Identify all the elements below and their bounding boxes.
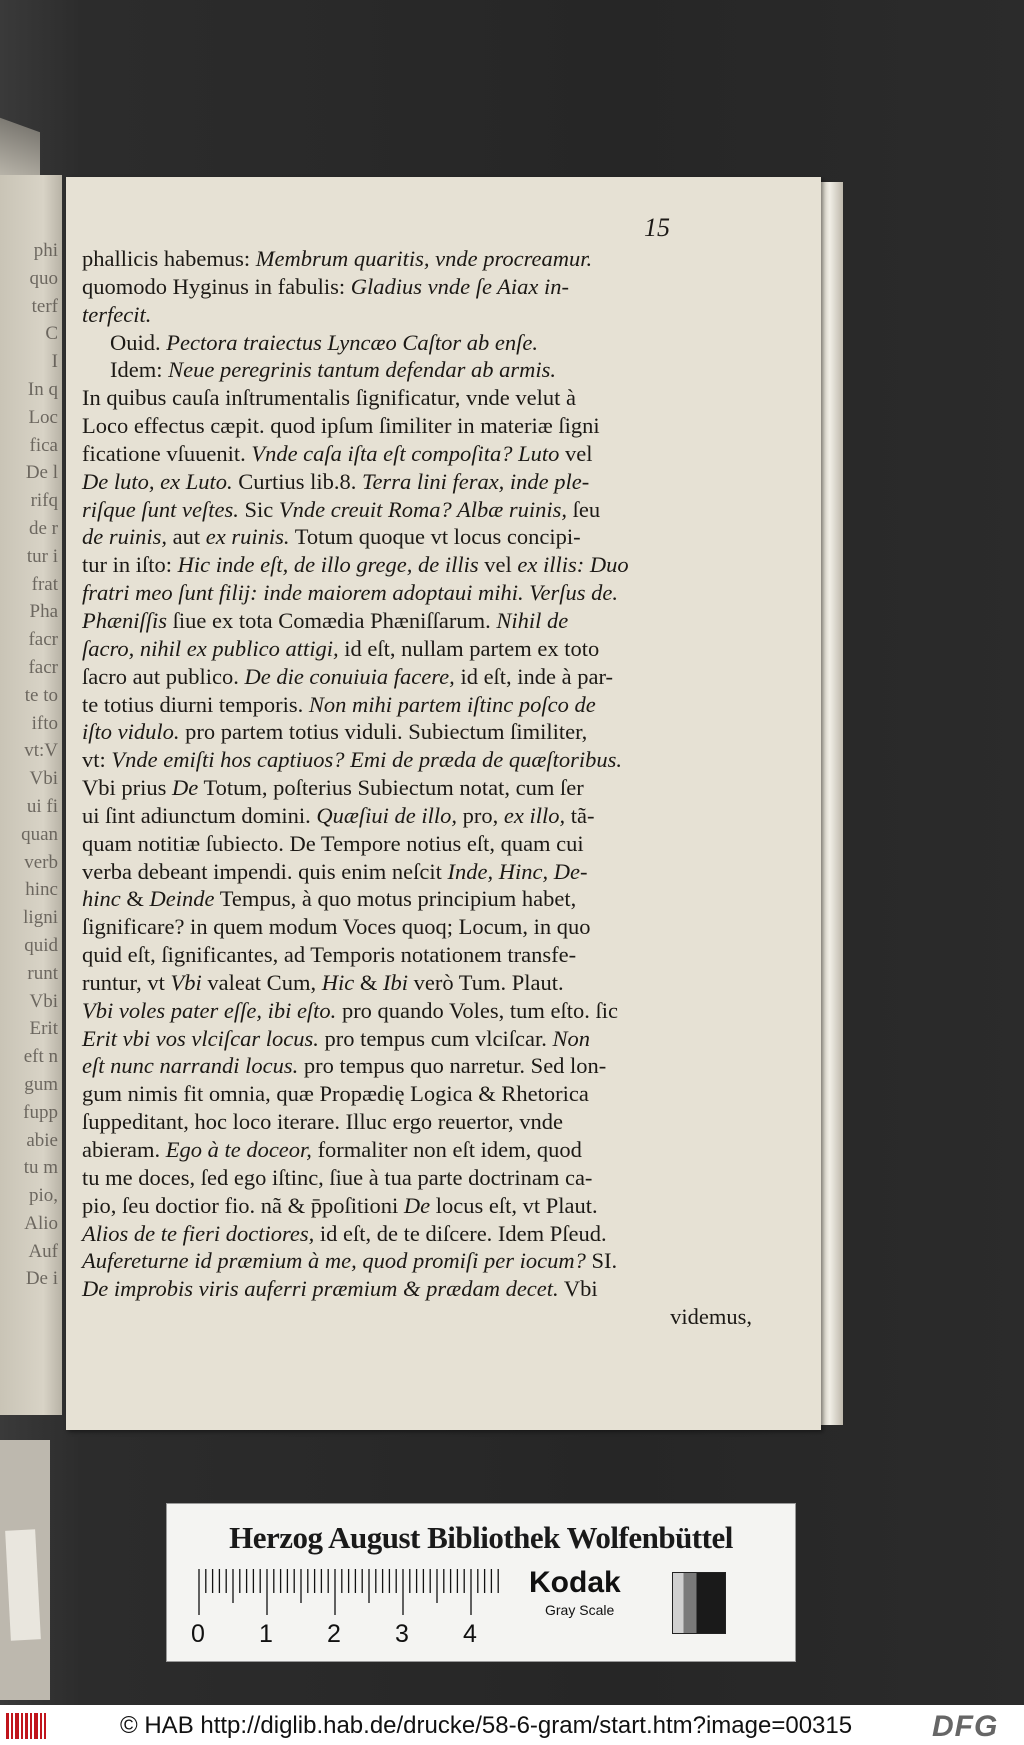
italic-text: ex illo,: [503, 802, 566, 828]
text-line: [82, 245, 772, 273]
left-fragment: tu m: [23, 1157, 58, 1179]
italic-text: iſto vidulo.: [82, 719, 180, 745]
scale-number: 2: [327, 1620, 341, 1648]
roman-text: verba debeant impendi. quis enim neſcit: [82, 858, 448, 884]
italic-text: Aufereturne id præmium à me, quod promiſi per iocum?: [82, 1248, 586, 1274]
text-line: [82, 468, 772, 496]
italic-text: Ibi: [382, 969, 408, 995]
text-line: [82, 635, 772, 663]
left-fragment: quid: [24, 934, 58, 956]
italic-text: De improbis viris auferri præmium & prædam decet.: [82, 1276, 559, 1302]
text-line: [82, 412, 772, 440]
left-fragment: te to: [24, 684, 58, 706]
dfg-logo: DFG: [932, 1710, 999, 1743]
roman-text: In quibus cauſa inſtrumentalis ſignificatur, vnde velut à: [82, 385, 576, 411]
left-fragment: abie: [26, 1129, 58, 1151]
kodak-logo: Kodak: [529, 1566, 621, 1599]
scale-number: 1: [259, 1620, 273, 1648]
text-line: [82, 1052, 772, 1080]
left-fragment: fupp: [23, 1101, 58, 1123]
text-line: [82, 607, 772, 635]
roman-text: pio, ſeu doctior fio. nã & p̄poſitioni: [82, 1192, 404, 1218]
left-fragment: pio,: [28, 1185, 58, 1207]
italic-text: terfecit.: [82, 301, 152, 327]
roman-text: pro,: [457, 802, 504, 828]
left-fragment: De l: [25, 462, 58, 484]
italic-text: Alios de te fieri doctiores,: [82, 1220, 315, 1246]
roman-text: gum nimis fit omnia, quæ Propædię Logica & Rhetorica: [82, 1081, 589, 1107]
roman-text: Curtius lib.8.: [232, 468, 362, 494]
text-line: [82, 885, 772, 913]
roman-text: id eſt, inde à par-: [454, 663, 614, 689]
left-fragment: phi: [33, 240, 58, 261]
italic-text: ex ruinis.: [205, 524, 290, 550]
left-fragment: In q: [27, 378, 58, 400]
card-title: Herzog August Bibliothek Wolfenbüttel: [229, 1520, 733, 1555]
text-line: [82, 1247, 772, 1275]
text-line: [82, 1220, 772, 1248]
roman-text: ſacro aut publico.: [82, 663, 245, 689]
roman-text: id eſt, de te diſcere. Idem Pſeud.: [314, 1220, 607, 1246]
roman-text: verò Tum. Plaut.: [407, 969, 564, 995]
text-line: [82, 384, 772, 412]
italic-text: Membrum quaritis, vnde procreamur.: [255, 246, 593, 271]
left-fragment: Auf: [28, 1240, 58, 1262]
roman-text: vel: [478, 552, 518, 578]
text-line: [82, 440, 772, 468]
roman-text: phallicis habemus:: [82, 246, 256, 271]
catchword: videmus,: [670, 1304, 752, 1330]
left-fragment: hinc: [25, 879, 58, 901]
roman-text: &: [120, 886, 150, 912]
roman-text: locus eſt, vt Plaut.: [430, 1192, 598, 1218]
roman-text: pro partem totius viduli. Subiectum ſimiliter,: [179, 719, 588, 745]
left-fragment: Loc: [28, 406, 58, 428]
italic-text: Hic: [321, 969, 355, 995]
scale-number: 3: [395, 1620, 409, 1648]
roman-text: Ouid.: [110, 329, 167, 355]
left-fragment: Erit: [29, 1018, 58, 1040]
roman-text: Tempus, à quo motus principium habet,: [214, 886, 577, 912]
left-fragment: rifq: [30, 490, 58, 512]
left-fragment: frat: [31, 573, 58, 595]
left-page-text: [0, 237, 58, 1293]
text-line: [82, 329, 772, 357]
left-fragment: C: [45, 323, 58, 345]
roman-text: ſignificare? in quem modum Voces quoq; Locum, in quo: [82, 914, 591, 940]
text-line: [82, 1192, 772, 1220]
scale-number: 0: [191, 1620, 205, 1648]
roman-text: Idem:: [110, 357, 169, 383]
text-line: [82, 913, 772, 941]
italic-text: Gladius vnde ſe Aiax in-: [350, 273, 570, 299]
italic-text: De: [403, 1192, 431, 1218]
scale-number: 4: [463, 1620, 477, 1648]
roman-text: Totum, poſterius Subiectum notat, cum ſer: [198, 775, 584, 801]
left-fragment: facr: [28, 656, 58, 678]
left-fragment: facr: [28, 629, 58, 651]
text-line: [82, 663, 772, 691]
italic-text: De luto, ex Luto.: [82, 468, 233, 494]
roman-text: id eſt, nullam partem ex toto: [338, 635, 600, 661]
italic-text: eſt nunc narrandi locus.: [82, 1053, 299, 1079]
roman-text: ui ſint adiunctum domini.: [82, 802, 317, 828]
roman-text: Sic: [238, 496, 279, 522]
roman-text: Totum quoque vt locus concipi-: [289, 524, 581, 550]
left-fragment: terf: [31, 295, 58, 317]
scale-ruler: [197, 1569, 502, 1615]
roman-text: Vbi prius: [82, 775, 172, 801]
roman-text: ſeu: [566, 496, 601, 522]
left-lower-fragment: [0, 1440, 50, 1700]
text-line: [82, 802, 772, 830]
text-line: [82, 830, 772, 858]
roman-text: valeat Cum,: [201, 969, 322, 995]
italic-text: Deinde: [149, 886, 215, 912]
text-line: [82, 273, 772, 301]
text-line: [82, 356, 772, 384]
text-line: [82, 746, 772, 774]
left-fragment: ligni: [23, 907, 58, 929]
italic-text: Pectora traiectus Lyncæo Caſtor ab enſe.: [166, 329, 539, 355]
roman-text: runtur, vt: [82, 969, 171, 995]
italic-text: De: [172, 775, 199, 801]
text-line: [82, 551, 772, 579]
left-fragment: quan: [21, 823, 58, 845]
roman-text: ficatione vſuuenit.: [82, 440, 252, 466]
color-calibration-card: [166, 1503, 796, 1662]
library-sticker: [5, 1529, 41, 1640]
italic-text: Terra lini ferax, inde ple-: [362, 468, 590, 494]
text-line: [82, 1164, 772, 1192]
left-fragment: tur i: [26, 545, 58, 567]
barcode-icon: [6, 1713, 46, 1739]
footer-link[interactable]: © HAB http://diglib.hab.de/drucke/58-6-gram/start.htm?image=00315: [120, 1712, 853, 1739]
text-line: [82, 579, 772, 607]
left-fragment: ui fi: [26, 795, 58, 817]
left-fragment: verb: [24, 851, 58, 873]
text-line: [82, 774, 772, 802]
text-line: [82, 941, 772, 969]
page-text-block: [82, 245, 772, 1331]
italic-text: Vnde emiſti hos captiuos? Emi de præda de quæſtoribus.: [111, 747, 622, 773]
italic-text: Phæniſſis: [82, 607, 168, 633]
roman-text: tu me doces, ſed ego iſtinc, ſiue à tua parte doctrinam ca-: [82, 1164, 593, 1190]
left-fragment: eft n: [23, 1046, 58, 1068]
left-fragment: gum: [24, 1073, 58, 1095]
roman-text: te totius diurni temporis.: [82, 691, 309, 717]
italic-text: Neue peregrinis tantum defendar ab armis.: [168, 357, 556, 383]
italic-text: Vnde creuit Roma? Albæ ruinis,: [278, 496, 567, 522]
text-line: [82, 1080, 772, 1108]
italic-text: Non: [552, 1025, 591, 1051]
footer-bar: [0, 1705, 1024, 1745]
text-line: [82, 301, 772, 329]
italic-text: Vnde caſa iſta eſt compoſita? Luto: [251, 440, 560, 466]
roman-text: &: [354, 969, 383, 995]
left-fragment: De i: [25, 1268, 58, 1290]
italic-text: Ego à te doceor,: [165, 1137, 312, 1162]
left-fragment: I: [51, 351, 58, 373]
roman-text: ſiue ex tota Comædia Phæniſſarum.: [167, 607, 497, 633]
roman-text: SI.: [585, 1248, 618, 1274]
text-line: [82, 1136, 772, 1164]
left-fragment: vt:V: [24, 740, 58, 762]
roman-text: tur in iſto:: [82, 552, 178, 578]
left-fragment: de r: [28, 517, 58, 539]
italic-text: ſacro, nihil ex publico attigi,: [82, 635, 339, 661]
text-line: [82, 997, 772, 1025]
left-fragment: ifto: [31, 712, 58, 734]
roman-text: quid eſt, ſignificantes, ad Temporis notationem transfe-: [82, 942, 577, 968]
roman-text: abieram.: [82, 1137, 166, 1162]
left-fragment: quo: [29, 267, 58, 289]
roman-text: vt:: [82, 747, 112, 773]
roman-text: quam notitiæ ſubiecto. De Tempore notius eſt, quam cui: [82, 830, 584, 856]
left-fragment: runt: [27, 962, 58, 984]
italic-text: Hic inde eſt, de illo grege, de illis: [177, 552, 479, 578]
italic-text: hinc: [82, 886, 121, 912]
italic-text: Vbi voles pater eſſe, ibi eſto.: [82, 997, 337, 1023]
italic-text: riſque ſunt veſtes.: [82, 496, 239, 522]
italic-text: fratri meo ſunt filij: inde maiorem adoptaui mihi. Verſus de.: [82, 580, 619, 606]
text-line: [82, 1108, 772, 1136]
book-page: [66, 177, 821, 1430]
left-fragment: Vbi: [29, 768, 58, 790]
italic-text: Non mihi partem iſtinc poſco de: [308, 691, 596, 717]
text-line: [82, 1275, 772, 1303]
left-fragment: fica: [29, 434, 58, 456]
roman-text: vel: [559, 440, 593, 466]
gray-scale-label: Gray Scale: [545, 1602, 615, 1618]
roman-text: formaliter non eſt idem, quod: [311, 1137, 582, 1162]
text-line: [82, 969, 772, 997]
scale-numbers: [191, 1620, 521, 1650]
left-facing-page: [0, 175, 62, 1415]
roman-text: pro tempus cum vlciſcar.: [318, 1025, 553, 1051]
italic-text: Quæſiui de illo,: [316, 802, 457, 828]
page-edge: [821, 182, 843, 1425]
roman-text: pro tempus quo narretur. Sed lon-: [298, 1053, 607, 1079]
italic-text: De die conuiuia facere,: [244, 663, 455, 689]
italic-text: Vbi: [170, 969, 202, 995]
italic-text: de ruinis,: [82, 524, 168, 550]
text-line: [82, 1025, 772, 1053]
roman-text: Loco effectus cæpit. quod ipſum ſimiliter in materiæ ſigni: [82, 413, 600, 439]
text-line: [82, 858, 772, 886]
roman-text: Vbi: [558, 1276, 598, 1302]
italic-text: Nihil de: [496, 607, 569, 633]
roman-text: quomodo Hyginus in fabulis:: [82, 273, 351, 299]
gray-swatch: [672, 1572, 726, 1634]
italic-text: ex illis: Duo: [517, 552, 629, 578]
text-line: [82, 496, 772, 524]
text-line: [82, 718, 772, 746]
left-fragment: Vbi: [29, 990, 58, 1012]
italic-text: Inde, Hinc, De-: [447, 858, 588, 884]
roman-text: ſuppeditant, hoc loco iterare. Illuc ergo reuertor, vnde: [82, 1109, 563, 1135]
page-number: 15: [644, 213, 670, 242]
left-fragment: Pha: [29, 601, 58, 623]
roman-text: aut: [167, 524, 206, 550]
italic-text: Erit vbi vos vlciſcar locus.: [82, 1025, 319, 1051]
text-line: [82, 691, 772, 719]
roman-text: pro quando Voles, tum eſto. ſic: [336, 997, 618, 1023]
left-fragment: Alio: [24, 1212, 58, 1234]
text-line: [82, 523, 772, 551]
roman-text: tã-: [565, 802, 595, 828]
